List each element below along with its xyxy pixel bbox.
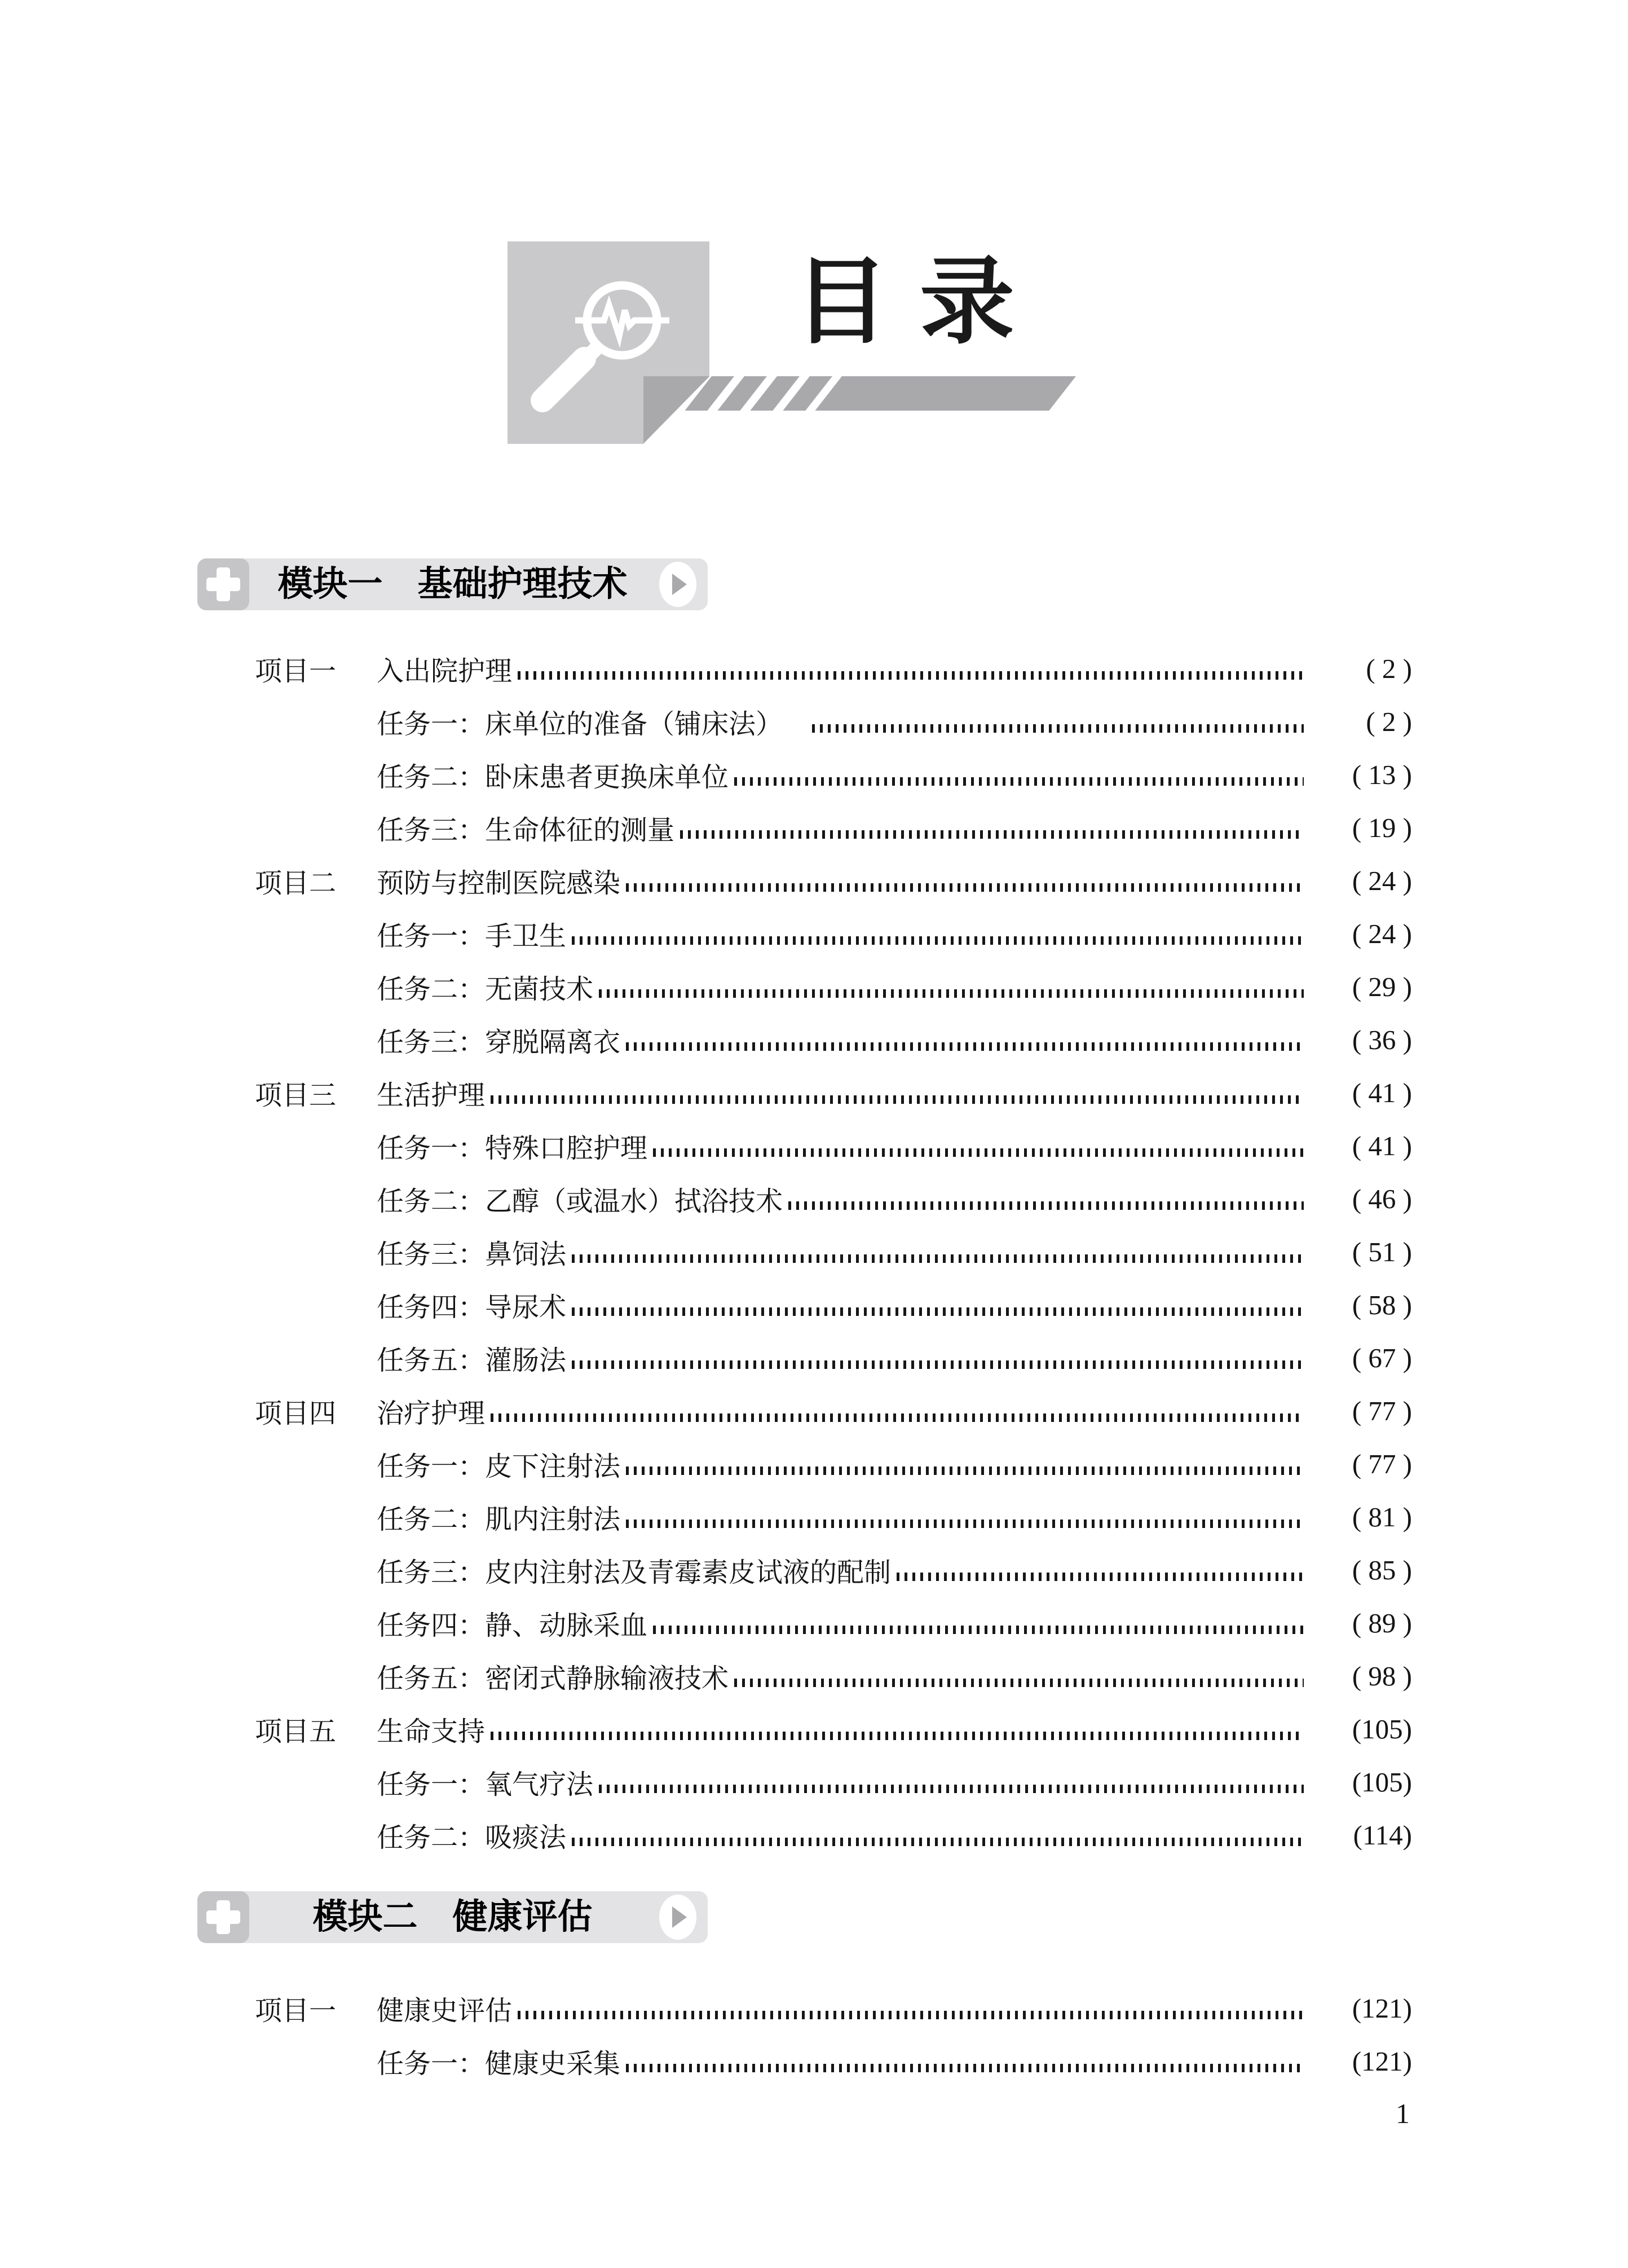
page-number: ( 81 ): [1352, 1501, 1412, 1532]
task-title: 任务四：静、动脉采血: [377, 1610, 648, 1641]
page-number: ( 2 ): [1366, 706, 1412, 737]
toc-row: [255, 1172, 1412, 1225]
task-title: 任务二：肌内注射法: [377, 1504, 621, 1535]
page-title: [794, 250, 1014, 355]
toc-row: [255, 1596, 1412, 1649]
dot-leader: [491, 1413, 1304, 1422]
task-title: 任务二：卧床患者更换床单位: [377, 762, 729, 792]
task-title: 任务三：穿脱隔离衣: [377, 1027, 621, 1058]
dot-leader: [572, 936, 1304, 945]
page-number: ( 46 ): [1352, 1183, 1412, 1214]
header-graphic-panel: [508, 241, 709, 444]
toc-row: [255, 1649, 1412, 1702]
project-number: 项目五: [255, 1716, 337, 1747]
project-title: 治疗护理: [377, 1398, 486, 1429]
dot-leader: [788, 1201, 1304, 1210]
task-title: 任务一：健康史采集: [377, 2049, 621, 2079]
module-2-header: [197, 1891, 708, 1943]
banner-ribbon: [815, 376, 1076, 411]
toc-row: [255, 1278, 1412, 1331]
page-number: ( 58 ): [1352, 1289, 1412, 1320]
page-number: ( 67 ): [1352, 1342, 1412, 1373]
toc-row: [255, 1755, 1412, 1808]
toc-row: [255, 2034, 1412, 2088]
page-number: ( 13 ): [1352, 759, 1412, 790]
toc-row: [255, 1013, 1412, 1066]
dot-leader: [812, 724, 1304, 733]
dot-leader: [626, 2064, 1304, 2072]
dot-leader: [491, 1732, 1304, 1740]
page-number: ( 2 ): [1366, 653, 1412, 684]
page-number: ( 77 ): [1352, 1395, 1412, 1426]
folio-page-number: 1: [1396, 2098, 1410, 2129]
toc-row: [255, 1225, 1412, 1278]
toc-row: [255, 1490, 1412, 1543]
toc-row: [255, 642, 1412, 695]
project-number: 项目三: [255, 1080, 337, 1111]
toc-row: [255, 1384, 1412, 1437]
task-title: 任务三：皮内注射法及青霉素皮试液的配制: [377, 1557, 892, 1588]
page-number: ( 36 ): [1352, 1024, 1412, 1055]
module-1-header: [197, 558, 708, 610]
page-number: (114): [1353, 1819, 1412, 1851]
page-number: ( 29 ): [1352, 971, 1412, 1002]
toc-row: [255, 854, 1412, 907]
page-number: ( 19 ): [1352, 812, 1412, 843]
task-title: 任务一：特殊口腔护理: [377, 1133, 648, 1164]
toc-row: [255, 1331, 1412, 1384]
dot-leader: [626, 883, 1304, 892]
toc-row: [255, 801, 1412, 854]
toc-row: [255, 960, 1412, 1013]
task-title: 任务二：吸痰法: [377, 1822, 567, 1853]
toc-row: [255, 1808, 1412, 1861]
dot-leader: [518, 2011, 1304, 2019]
play-icon: [659, 562, 696, 607]
project-title: 健康史评估: [377, 1996, 513, 2026]
dot-leader: [897, 1573, 1304, 1581]
dot-leader: [653, 1148, 1304, 1157]
project-title: 生命支持: [377, 1716, 486, 1747]
toc-row: [255, 1066, 1412, 1119]
dot-leader: [572, 1254, 1304, 1263]
dot-leader: [491, 1095, 1304, 1104]
task-title: 任务四：导尿术: [377, 1292, 567, 1323]
task-title: 任务一：氧气疗法: [377, 1769, 594, 1800]
toc-row: [255, 748, 1412, 801]
module-1-toc-list: [255, 642, 1412, 1861]
medical-cross-icon: [197, 558, 249, 610]
dot-leader: [626, 1520, 1304, 1528]
title-char: 目: [794, 250, 889, 355]
dot-leader: [734, 777, 1304, 786]
task-title: 任务三：鼻饲法: [377, 1239, 567, 1270]
module-1-title: 模块一 基础护理技术: [277, 565, 628, 604]
toc-row: [255, 1119, 1412, 1172]
task-title: 任务一：床单位的准备（铺床法）: [377, 709, 783, 739]
magnifier-ecg-icon: [508, 241, 709, 444]
dot-leader: [518, 671, 1304, 680]
toc-row: [255, 695, 1412, 748]
play-icon: [659, 1895, 696, 1940]
page-number: ( 24 ): [1352, 918, 1412, 949]
dot-leader: [626, 1467, 1304, 1475]
page-number: ( 77 ): [1352, 1448, 1412, 1479]
page-number: (105): [1352, 1713, 1412, 1745]
dot-leader: [626, 1042, 1304, 1051]
page-number: ( 89 ): [1352, 1607, 1412, 1639]
page-number: ( 41 ): [1352, 1077, 1412, 1108]
page-number: ( 41 ): [1352, 1130, 1412, 1161]
project-title: 入出院护理: [377, 656, 513, 686]
toc-row: [255, 907, 1412, 960]
toc-row: [255, 1437, 1412, 1490]
page-number: ( 85 ): [1352, 1554, 1412, 1586]
toc-row: [255, 1702, 1412, 1755]
module-2-toc-list: [255, 1981, 1412, 2088]
task-title: 任务一：手卫生: [377, 921, 567, 952]
page-number: ( 24 ): [1352, 865, 1412, 896]
toc-row: [255, 1981, 1412, 2034]
project-number: 项目二: [255, 868, 337, 899]
page-number: (121): [1352, 1992, 1412, 2024]
dot-leader: [572, 1838, 1304, 1846]
page-number: (105): [1352, 1766, 1412, 1798]
dot-leader: [572, 1360, 1304, 1369]
task-title: 任务五：灌肠法: [377, 1345, 567, 1376]
dot-leader: [599, 989, 1304, 998]
project-title: 预防与控制医院感染: [377, 868, 621, 899]
project-number: 项目四: [255, 1398, 337, 1429]
task-title: 任务二：无菌技术: [377, 974, 594, 1005]
dot-leader: [734, 1679, 1304, 1687]
medical-cross-icon: [197, 1891, 249, 1943]
task-title: 任务一：皮下注射法: [377, 1451, 621, 1482]
module-2-title: 模块二 健康评估: [312, 1897, 593, 1936]
dot-leader: [680, 830, 1304, 839]
task-title: 任务三：生命体征的测量: [377, 815, 675, 845]
dot-leader: [653, 1626, 1304, 1634]
task-title: 任务二：乙醇（或温水）拭浴技术: [377, 1186, 783, 1217]
page-number: ( 51 ): [1352, 1236, 1412, 1267]
toc-row: [255, 1543, 1412, 1596]
task-title: 任务五：密闭式静脉输液技术: [377, 1663, 729, 1694]
project-title: 生活护理: [377, 1080, 486, 1111]
page-number: ( 98 ): [1352, 1660, 1412, 1692]
project-number: 项目一: [255, 656, 337, 686]
page-number: (121): [1352, 2045, 1412, 2077]
project-number: 项目一: [255, 1996, 337, 2026]
dot-leader: [599, 1785, 1304, 1793]
dot-leader: [572, 1307, 1304, 1316]
title-char: 录: [920, 250, 1014, 355]
